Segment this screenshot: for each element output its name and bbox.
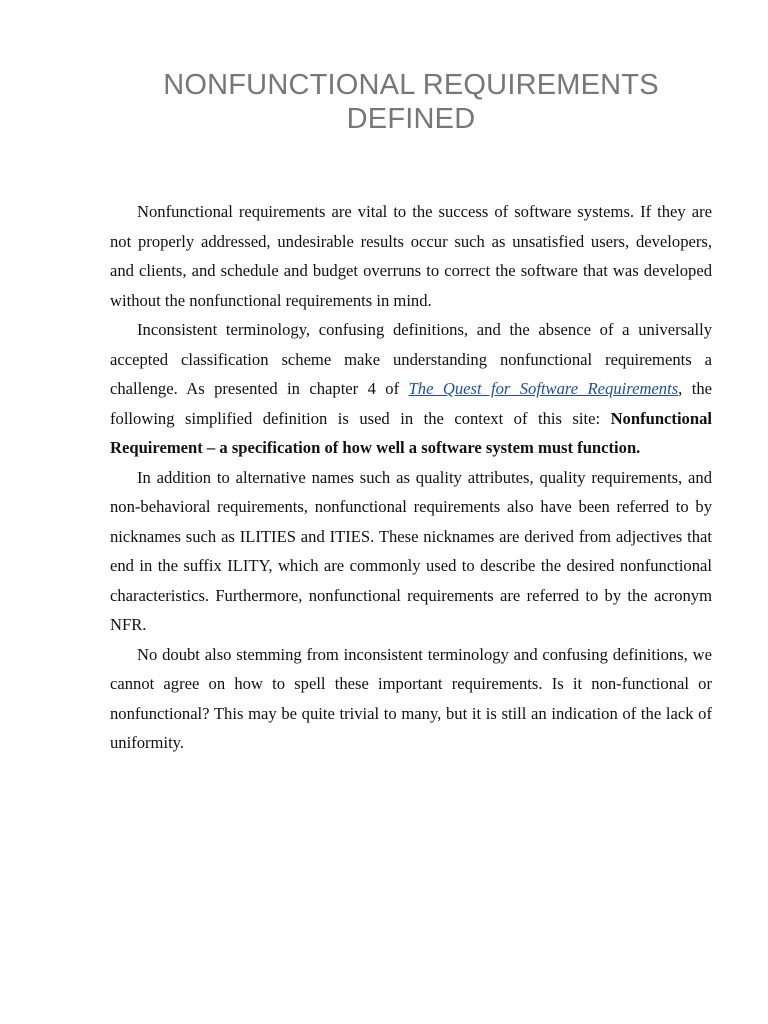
paragraph-2-text: Inconsistent terminology, confusing definitions, and the absence of a universally accepted classification scheme make understanding nonfunctional requirements a challenge. As presented in chapter 4 of bbox=[110, 320, 712, 398]
paragraph-4: No doubt also stemming from inconsistent terminology and confusing definitions, we cannot agree on how to spell these important requirements. Is it non-functional or nonfunctional? This may be quite trivial to many, but it is still an indication of the lack of uniformity. bbox=[110, 644, 712, 752]
title-line-1: NONFUNCTIONAL REQUIREMENTS bbox=[163, 69, 659, 101]
paragraph-2 bbox=[110, 315, 712, 463]
document-body bbox=[110, 197, 712, 758]
nfr-definition: Nonfunctional Requirement – a specification of how well a software system must function. bbox=[110, 408, 712, 457]
paragraph-3: In addition to alternative names such as quality attributes, quality requirements, and non-behavioral requirements, nonfunctional requirements also have been referred to by nicknames such as ILITIES and ITIES. These nicknames are derived from adjectives that end in the suffix ILITY, which are commonly used to describe the desired nonfunctional characteristics. Furthermore, nonfunctional requirements are referred to by the acronym NFR. bbox=[110, 467, 712, 634]
title-line-2: DEFINED bbox=[346, 103, 476, 135]
paragraph-2-text-continued: , the following simplified definition is used in the context of this site: bbox=[110, 379, 713, 428]
paragraph-1: Nonfunctional requirements are vital to the success of software systems. If they are not properly addressed, undesirable results occur such as unsatisfied users, developers, and clients, and schedule and budget overruns to correct the software that was developed without the nonfunctional requirements in mind. bbox=[110, 202, 712, 310]
book-link[interactable]: The Quest for Software Requirements bbox=[408, 379, 679, 398]
page-title bbox=[0, 68, 768, 136]
